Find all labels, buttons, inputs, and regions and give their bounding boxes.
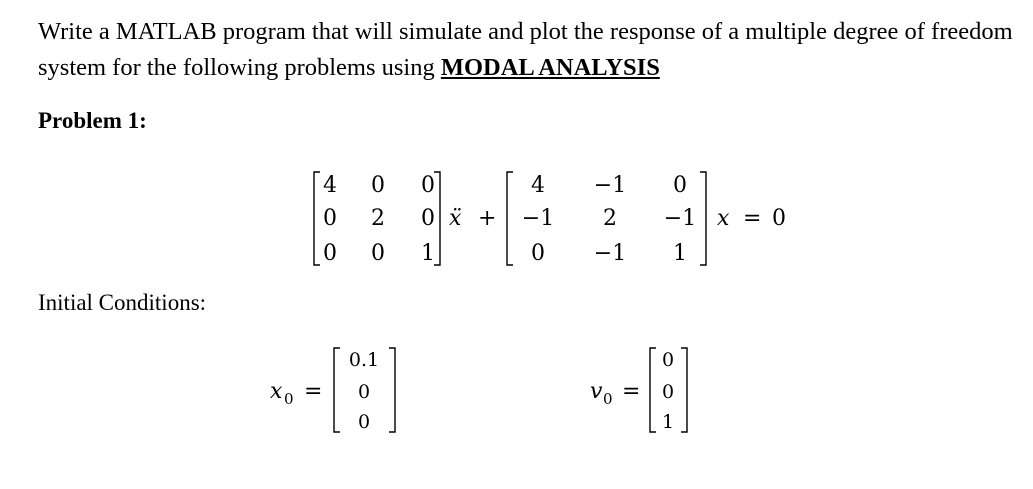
stiffness-matrix-cell: −1 [663,206,697,231]
stiffness-matrix-cell: 0 [531,241,545,266]
v0-right-bracket [681,348,687,432]
mass-matrix-cell: 2 [371,206,385,231]
stiffness-matrix-cell: 1 [673,241,687,266]
v0-equals: = [622,379,641,404]
x0-value: 0 [357,381,371,403]
plus-sign: + [478,206,497,231]
mass-matrix-left-bracket [314,172,320,265]
stiffness-matrix [522,173,696,266]
initial-velocity [590,348,687,433]
equation-of-motion [314,172,786,266]
mass-matrix-cell: 0 [323,206,337,231]
x0-value: 0.1 [348,349,380,371]
mass-matrix-cell: 0 [323,241,337,266]
v0-symbol: v [590,379,603,404]
x0-equals: = [304,379,323,404]
mass-matrix-cell: 0 [421,173,435,198]
problem-statement-text: Write a MATLAB program that will simulate and plot the response of a multiple degree of freedom system for the following problems using [38,18,1013,81]
mass-matrix [323,173,435,266]
modal-analysis-emphasis: MODAL ANALYSIS [440,54,660,81]
v0-value: 0 [661,349,675,371]
v0-left-bracket [650,348,656,432]
problem-heading: Problem 1: [38,108,147,133]
acceleration-symbol: ẍ [449,206,462,231]
x0-subscript: 0 [284,390,294,408]
equals-sign: = [743,206,762,231]
displacement-symbol: x [717,206,730,231]
v0-value: 1 [661,411,675,433]
stiffness-matrix-cell: −1 [593,241,627,266]
mass-matrix-cell: 0 [371,241,385,266]
x0-value: 0 [357,411,371,433]
mass-matrix-cell: 0 [371,173,385,198]
v0-value: 0 [661,381,675,403]
rhs-zero: 0 [772,206,786,231]
x0-left-bracket [334,348,340,432]
v0-subscript: 0 [603,390,613,408]
mass-matrix-cell: 4 [323,173,337,198]
stiffness-matrix-cell: 2 [603,206,617,231]
x0-right-bracket [389,348,395,432]
initial-displacement [270,348,395,433]
initial-conditions-label: Initial Conditions: [38,290,207,315]
mass-matrix-cell: 1 [421,241,435,266]
stiffness-matrix-cell: 4 [531,173,545,198]
stiffness-matrix-cell: 0 [673,173,687,198]
stiffness-matrix-right-bracket [700,172,706,265]
stiffness-matrix-cell: −1 [521,206,555,231]
stiffness-matrix-cell: −1 [593,173,627,198]
mass-matrix-cell: 0 [421,206,435,231]
x0-symbol: x [270,379,283,404]
stiffness-matrix-left-bracket [507,172,513,265]
